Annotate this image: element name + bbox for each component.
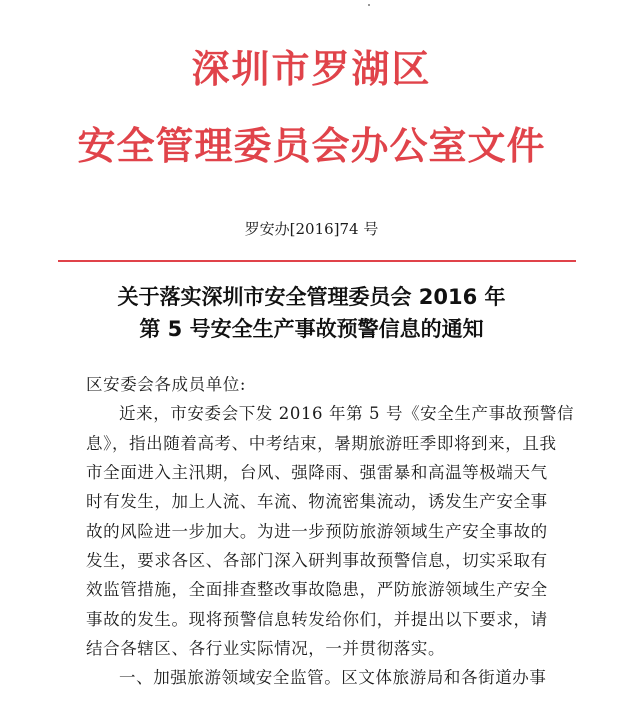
body-line: 故的风险进一步加大。为进一步预防旅游领域生产安全事故的 xyxy=(86,522,548,541)
body-line: 近来，市安委会下发 2016 年第 5 号《安全生产事故预警信 xyxy=(119,404,575,423)
scan-speck xyxy=(368,4,370,6)
issuer-header-line2: 安全管理委员会办公室文件 xyxy=(77,123,546,168)
notice-title-line1: 关于落实深圳市安全管理委员会 2016 年 xyxy=(117,285,506,309)
salutation: 区安委会各成员单位: xyxy=(86,375,247,394)
body-line: 事故的发生。现将预警信息转发给你们，并提出以下要求，请 xyxy=(86,610,548,629)
body-line: 息》，指出随着高考、中考结束，暑期旅游旺季即将到来，且我 xyxy=(86,434,557,453)
body-line: 市全面进入主汛期，台风、强降雨、强雷暴和高温等极端天气 xyxy=(86,463,548,482)
body-line: 一、加强旅游领域安全监管。区文体旅游局和各街道办事 xyxy=(119,668,547,687)
body-line: 结合各辖区、各行业实际情况，一并贯彻落实。 xyxy=(86,639,446,658)
body-line: 时有发生，加上人流、车流、物流密集流动，诱发生产安全事 xyxy=(86,492,548,511)
body-line: 发生，要求各区、各部门深入研判事故预警信息，切实采取有 xyxy=(86,551,548,570)
document-number: 罗安办[2016]74 号 xyxy=(244,220,379,238)
notice-title-line2: 第 5 号安全生产事故预警信息的通知 xyxy=(139,317,484,341)
issuer-header-line1: 深圳市罗湖区 xyxy=(191,46,432,91)
body-line: 效监管措施，全面排查整改事故隐患，严防旅游领域生产安全 xyxy=(86,580,548,599)
red-divider-line xyxy=(58,260,576,262)
